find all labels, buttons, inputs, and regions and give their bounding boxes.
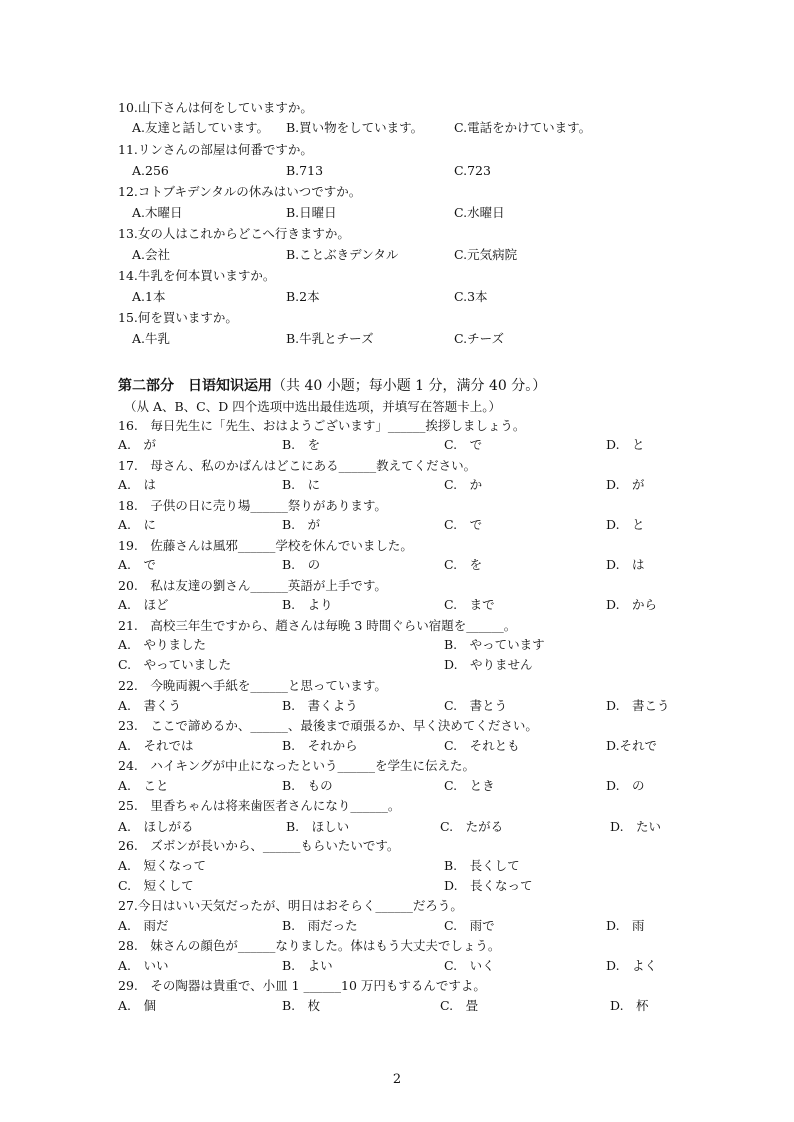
option-24-c: C. とき <box>444 778 495 793</box>
option-19-c: C. を <box>444 557 483 572</box>
option-13-c: C.元気病院 <box>454 247 518 262</box>
option-26-c: C. 短くして <box>118 878 194 893</box>
option-23-d: D.それで <box>606 738 658 753</box>
section-title: 第二部分 日语知识运用 <box>118 378 272 394</box>
option-19-b: B. の <box>282 557 321 572</box>
question-21: 21. 高校三年生ですから、趙さんは毎晩 3 時間ぐらい宿題を______。 <box>118 618 517 633</box>
question-28: 28. 妹さんの顔色が______なりました。体はもう大丈夫でしょう。 <box>118 938 501 953</box>
option-10-a: A.友達と話しています。 <box>132 120 270 135</box>
option-14-c: C.3本 <box>454 289 488 304</box>
option-23-c: C. それとも <box>444 738 520 753</box>
option-14-a: A.1本 <box>132 289 166 304</box>
option-10-b: B.買い物をしています。 <box>286 120 424 135</box>
option-27-c: C. 雨で <box>444 918 495 933</box>
option-25-c: C. たがる <box>440 819 504 834</box>
option-22-c: C. 書とう <box>444 698 508 713</box>
question-24: 24. ハイキングが中止になったという______を学生に伝えた。 <box>118 758 476 773</box>
option-15-c: C.チーズ <box>454 331 504 346</box>
option-21-a: A. やりました <box>118 637 207 652</box>
option-16-a: A. が <box>118 437 157 452</box>
question-18: 18. 子供の日に売り場______祭りがあります。 <box>118 498 387 513</box>
option-20-b: B. より <box>282 597 333 612</box>
option-22-b: B. 書くよう <box>282 698 358 713</box>
option-18-c: C. で <box>444 517 483 532</box>
question-27: 27.今日はいい天気だったが、明日はおそらく______だろう。 <box>118 898 463 913</box>
option-13-b: B.ことぶきデンタル <box>286 247 399 262</box>
option-29-d: D. 杯 <box>610 998 649 1013</box>
question-19: 19. 佐藤さんは風邪______学校を休んでいました。 <box>118 538 413 553</box>
question-17: 17. 母さん、私のかばんはどこにある______教えてください。 <box>118 458 477 473</box>
option-25-b: B. ほしい <box>286 819 350 834</box>
option-10-c: C.電話をかけています。 <box>454 120 592 135</box>
question-15: 15.何を買いますか。 <box>118 310 238 325</box>
question-20: 20. 私は友達の劉さん______英語が上手です。 <box>118 578 387 593</box>
option-28-b: B. よい <box>282 958 333 973</box>
question-23: 23. ここで諦めるか、______、最後まで頑張るか、早く決めてください。 <box>118 718 538 733</box>
option-19-d: D. は <box>606 557 645 572</box>
option-16-b: B. を <box>282 437 321 452</box>
question-29: 29. その陶器は貴重で、小皿 1 ______10 万円もするんですよ。 <box>118 978 486 993</box>
option-21-b: B. やっています <box>444 637 545 652</box>
question-16: 16. 毎日先生に「先生、おはようございます」______挨拶しましょう。 <box>118 418 526 433</box>
option-26-d: D. 長くなって <box>444 878 533 893</box>
option-17-c: C. か <box>444 477 483 492</box>
option-20-d: D. から <box>606 597 658 612</box>
option-29-c: C. 畳 <box>440 998 479 1013</box>
option-20-a: A. ほど <box>118 597 169 612</box>
option-11-c: C.723 <box>454 163 491 178</box>
section-instruction: （从 A、B、C、D 四个选项中选出最佳选项，并填写在答题卡上。） <box>124 399 501 414</box>
option-21-c: C. やっていました <box>118 657 232 672</box>
section-subtitle: （共 40 小题；每小题 1 分，满分 40 分。） <box>272 378 547 394</box>
option-26-b: B. 長くして <box>444 858 520 873</box>
option-28-c: C. いく <box>444 958 495 973</box>
option-18-a: A. に <box>118 517 157 532</box>
option-24-b: B. もの <box>282 778 333 793</box>
option-19-a: A. で <box>118 557 157 572</box>
option-17-d: D. が <box>606 477 645 492</box>
option-27-a: A. 雨だ <box>118 918 169 933</box>
option-12-a: A.木曜日 <box>132 205 183 220</box>
option-15-a: A.牛乳 <box>132 331 171 346</box>
option-14-b: B.2本 <box>286 289 320 304</box>
option-20-c: C. まで <box>444 597 495 612</box>
option-18-b: B. が <box>282 517 321 532</box>
question-13: 13.女の人はこれからどこへ行きますか。 <box>118 226 350 241</box>
option-28-d: D. よく <box>606 958 658 973</box>
question-25: 25. 里香ちゃんは将来歯医者さんになり______。 <box>118 798 401 813</box>
option-17-a: A. は <box>118 477 157 492</box>
option-12-c: C.水曜日 <box>454 205 505 220</box>
option-16-c: C. で <box>444 437 483 452</box>
question-11: 11.リンさんの部屋は何番ですか。 <box>118 142 313 157</box>
option-11-a: A.256 <box>132 163 169 178</box>
question-10: 10.山下さんは何をしていますか。 <box>118 100 313 115</box>
option-12-b: B.日曜日 <box>286 205 337 220</box>
option-25-d: D. たい <box>610 819 662 834</box>
option-25-a: A. ほしがる <box>118 819 194 834</box>
option-23-b: B. それから <box>282 738 358 753</box>
option-24-d: D. の <box>606 778 645 793</box>
option-28-a: A. いい <box>118 958 169 973</box>
question-14: 14.牛乳を何本買いますか。 <box>118 268 276 283</box>
question-26: 26. ズボンが長いから、______もらいたいです。 <box>118 838 400 853</box>
option-22-d: D. 書こう <box>606 698 670 713</box>
option-21-d: D. やりません <box>444 657 533 672</box>
option-23-a: A. それでは <box>118 738 194 753</box>
option-16-d: D. と <box>606 437 645 452</box>
option-27-d: D. 雨 <box>606 918 645 933</box>
page-number: 2 <box>392 1072 402 1087</box>
question-22: 22. 今晩両親へ手紙を______と思っています。 <box>118 678 387 693</box>
option-29-a: A. 個 <box>118 998 157 1013</box>
option-29-b: B. 枚 <box>282 998 321 1013</box>
option-13-a: A.会社 <box>132 247 171 262</box>
option-17-b: B. に <box>282 477 321 492</box>
option-15-b: B.牛乳とチーズ <box>286 331 374 346</box>
option-18-d: D. と <box>606 517 645 532</box>
option-11-b: B.713 <box>286 163 324 178</box>
section-heading <box>118 376 546 396</box>
option-24-a: A. こと <box>118 778 169 793</box>
option-27-b: B. 雨だった <box>282 918 358 933</box>
option-26-a: A. 短くなって <box>118 858 207 873</box>
question-12: 12.コトブキデンタルの休みはいつですか。 <box>118 184 362 199</box>
option-22-a: A. 書くう <box>118 698 182 713</box>
